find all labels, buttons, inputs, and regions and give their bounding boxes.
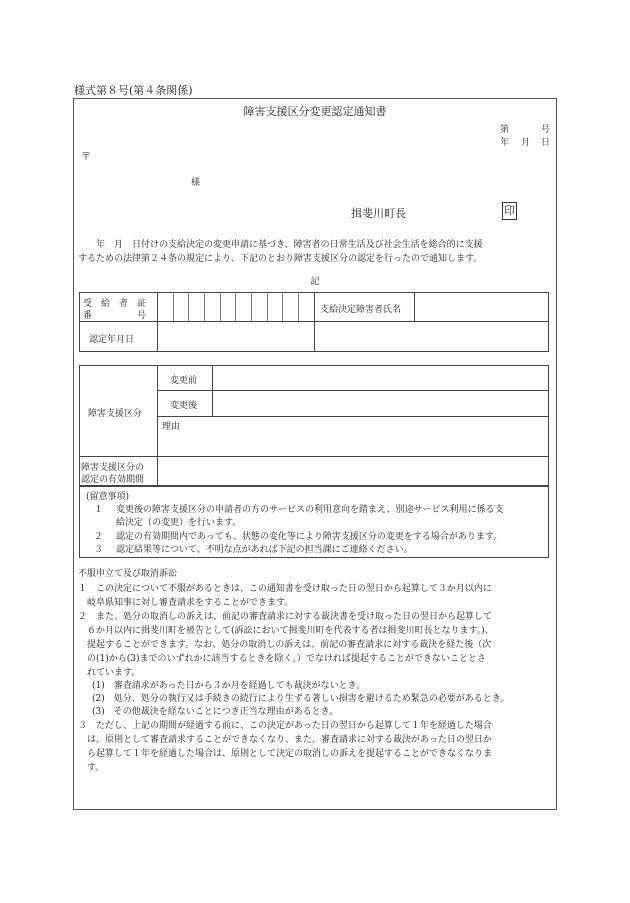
appeal-3-line-1: ３ ただし、上記の期間が経過する前に、この決定があった日の翌日から起算して１年を経過した場合 [78, 721, 492, 731]
appeal-1-line-1: １ この決定について不服があるときは、この通知書を受け取った日の翌日から起算して３か月以内に [78, 584, 492, 594]
digit-cell-divider [204, 292, 205, 321]
note-2-number: ２ [94, 532, 104, 542]
validity-label-2: 認定の有効期間 [81, 475, 145, 485]
appeal-2-line-1: ２ また、処分の取消しの訴えは、前記の審査請求に対する裁決書を受け取った日の翌日から起算して [78, 612, 493, 622]
appeal-3-line-4: す。 [78, 763, 105, 773]
appeal-2-line-2: ６か月以内に揖斐川町を被告として(訴訟において揖斐川町を代表する者は揖斐川町長となります。)、 [78, 626, 494, 636]
digit-cell-divider [220, 292, 221, 321]
after-change-label: 変更後 [170, 401, 198, 411]
table-divider [157, 390, 549, 391]
sama-label: 様 [191, 178, 201, 188]
intro-line-1: 年 月 日付けの支給決定の変更申請に基づき、障害者の日常生活及び社会生活を総合的に支援 [78, 240, 483, 250]
date-year: 年 [500, 138, 510, 148]
certificate-number-label-2: 番 号 [83, 311, 147, 321]
appeal-3-line-3: ら起算して１年を経過した場合は、原則として決定の取消しの訴えを提起することができなくなりま [78, 749, 493, 759]
category-label: 障害支援区分 [88, 409, 143, 419]
appeal-2-line-5: れています。 [78, 668, 141, 678]
number-dai: 第 [500, 125, 510, 135]
table-divider [314, 292, 315, 352]
certificate-number-label-1: 受 給 者 証 [83, 299, 147, 309]
note-1-line-2: 給決定（の変更）を行います。 [116, 518, 242, 528]
seal-stamp: 印 [502, 202, 517, 220]
appeal-1-line-2: 岐阜県知事に対し審査請求をすることができます。 [78, 598, 294, 608]
table-divider [414, 292, 415, 322]
digit-cell-divider [235, 292, 236, 321]
appeal-sub-2: (2) 処分、処分の執行又は手続きの続行により生ずる著しい損害を避けるため緊急の必要があるとき。 [92, 694, 510, 704]
ki-label: 記 [310, 277, 320, 287]
appeal-3-line-2: は、原則として審査請求することができなくなり、また、審査請求に対する裁決があった日の翌日か [78, 735, 492, 745]
number-go: 号 [541, 125, 551, 135]
note-3-number: ３ [94, 545, 104, 555]
appeal-2-line-3: 提起することができます。なお、処分の取消しの訴えは、前記の審査請求に対する裁決を経た後（次 [78, 640, 492, 650]
validity-label-1: 障害支援区分の [81, 463, 145, 473]
table-divider [79, 456, 549, 457]
digit-cell-divider [267, 292, 268, 321]
appeal-2-line-4: の(1)から(3)までのいずれかに該当するときを除く。）でなければ提起することができないこととさ [78, 654, 486, 664]
document-title: 障害支援区分変更認定通知書 [243, 105, 387, 118]
table-divider [157, 292, 158, 352]
digit-cell-divider [173, 292, 174, 321]
appeal-heading: 不服申立て及び取消訴訟 [78, 569, 178, 579]
digit-cell-divider [188, 292, 189, 321]
before-change-label: 変更前 [170, 376, 198, 386]
table-divider [157, 416, 549, 417]
note-3: 認定結果等について、不明な点があれば下記の担当課にご連絡ください。 [116, 545, 413, 555]
note-2: 認定の有効期間内であっても、状態の変化等により障害支援区分の変更をする場合があります。 [116, 532, 503, 542]
date-day: 日 [541, 138, 551, 148]
issuer-name: 揖斐川町長 [351, 207, 406, 220]
table-divider [157, 365, 158, 486]
postal-mark: 〒 [81, 152, 91, 163]
appeal-sub-3: (3) その他裁決を経ないことにつき正当な理由があるとき。 [92, 707, 339, 717]
note-1-line-1: 変更後の障害支援区分の申請者の方のサービスの利用意向を踏まえ、別途サービス利用に係る支 [116, 505, 504, 515]
notes-heading: (留意事項) [86, 492, 130, 502]
category-table [79, 365, 549, 486]
digit-cell-divider [282, 292, 283, 321]
appeal-sub-1: (1) 審査請求があった日から３か月を経過しても裁決がないとき。 [92, 681, 366, 691]
digit-cell-divider [251, 292, 252, 321]
digit-cell-divider [298, 292, 299, 321]
reason-label: 理由 [162, 422, 181, 432]
intro-line-2: するための法律第２４条の規定により、下記のとおり障害支援区分の認定を行ったので通知します。 [78, 254, 483, 264]
date-month: 月 [521, 138, 531, 148]
form-label: 様式第８号(第４条関係) [74, 84, 193, 97]
certification-date-label: 認定年月日 [89, 335, 135, 345]
note-1-number: １ [94, 505, 104, 515]
recipient-name-label: 支給決定障害者氏名 [320, 305, 402, 315]
